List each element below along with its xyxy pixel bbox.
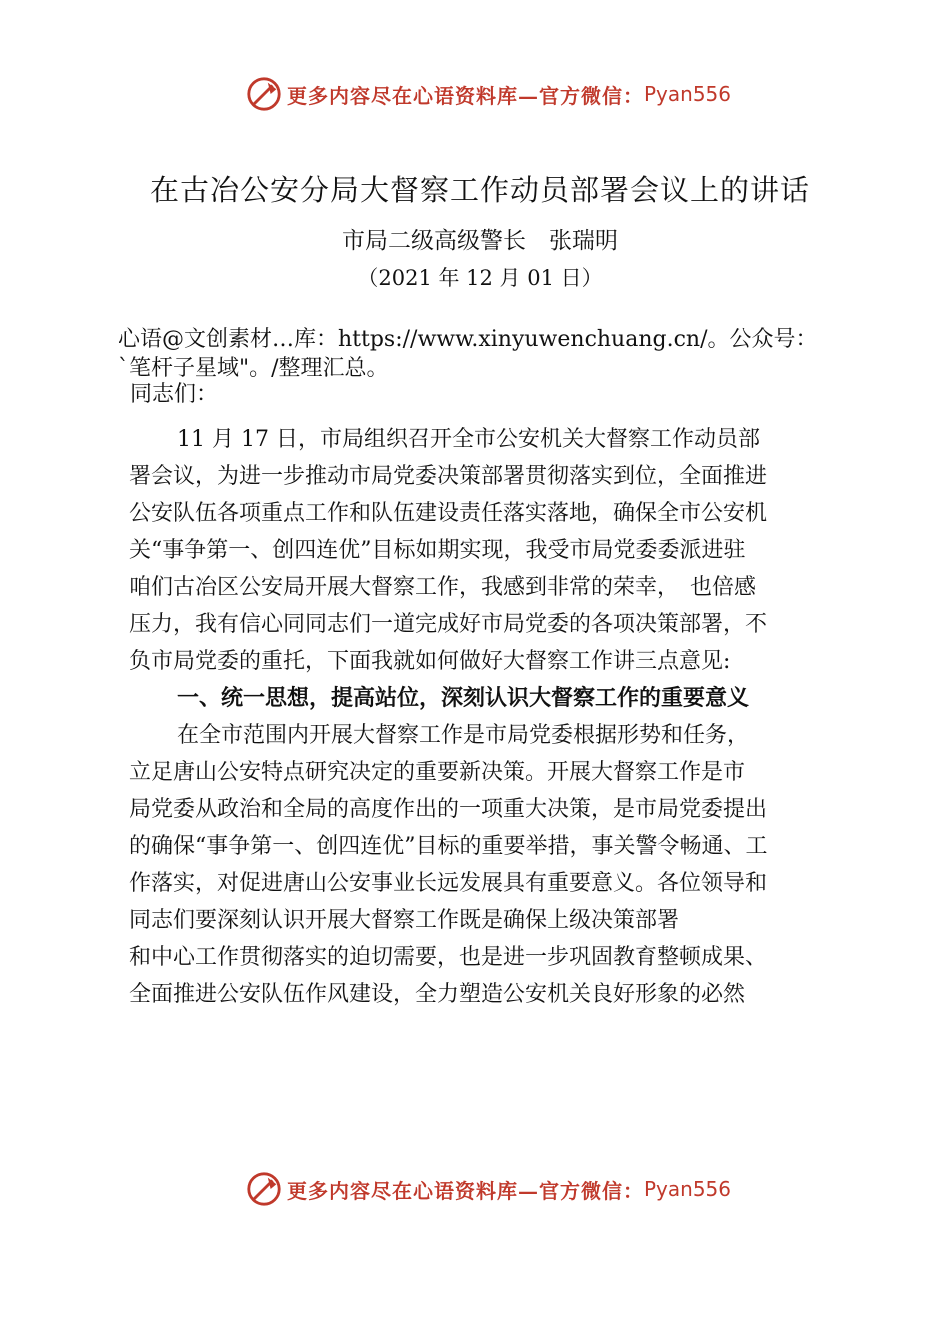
header-watermark-banner (245, 74, 731, 114)
brush-logo-icon (245, 1170, 283, 1208)
document-title: 在古冶公安分局大督察工作动员部署会议上的讲话 (149, 173, 810, 207)
body-line: 作落实，对促进唐山公安事业长远发展具有重要意义。各位领导和 (129, 871, 768, 896)
source-line: 心语@文创素材…库：https://www.xinyuwenchuang.cn/。公众号： (118, 327, 818, 352)
banner-text: 更多内容尽在心语资料库—官方微信： (287, 1178, 644, 1203)
brush-logo-icon (245, 75, 283, 113)
body-line: 立足唐山公安特点研究决定的重要新决策。开展大督察工作是市 (129, 760, 746, 785)
body-line: 的确保“事争第一、创四连优”目标的重要举措，事关警令畅通、工 (129, 834, 768, 859)
banner-wechat-id: Pyan556 (644, 1177, 732, 1201)
greeting: 同志们： (130, 382, 219, 407)
source-line: `笔杆子星域"。/整理汇总。 (118, 356, 389, 381)
source-note (118, 325, 878, 383)
section-heading: 一、统一思想，提高站位，深刻认识大督察工作的重要意义 (177, 686, 750, 711)
body-line: 和中心工作贯彻落实的迫切需要，也是进一步巩固教育整顿成果、 (129, 945, 768, 970)
body-line: 署会议，为进一步推动市局党委决策部署贯彻落实到位，全面推进 (129, 464, 768, 489)
body-line: 负市局党委的重托，下面我就如何做好大督察工作讲三点意见: (129, 649, 731, 674)
body-line: 压力，我有信心同同志们一道完成好市局党委的各项决策部署，不 (129, 612, 768, 637)
banner-text: 更多内容尽在心语资料库—官方微信： (287, 83, 644, 108)
body-line: 局党委从政治和全局的高度作出的一项重大决策，是市局党委提出 (129, 797, 768, 822)
document-date: （2021 年 12 月 01 日） (357, 266, 603, 290)
footer-watermark-banner (245, 1169, 731, 1209)
body-line: 公安队伍各项重点工作和队伍建设责任落实落地，确保全市公安机 (129, 501, 768, 526)
body-line: 全面推进公安队伍作风建设，全力塑造公安机关良好形象的必然 (129, 982, 746, 1007)
body-line: 关“事争第一、创四连优”目标如期实现，我受市局党委委派进驻 (129, 538, 746, 563)
document-author: 市局二级高级警长 张瑞明 (342, 228, 618, 254)
body-line: 在全市范围内开展大督察工作是市局党委根据形势和任务， (177, 723, 750, 748)
speech-body (129, 421, 849, 1013)
body-line: 同志们要深刻认识开展大督察工作既是确保上级决策部署 (129, 908, 680, 933)
body-line: 咱们古冶区公安局开展大督察工作，我感到非常的荣幸， 也倍感 (129, 575, 757, 600)
banner-wechat-id: Pyan556 (644, 82, 732, 106)
body-line: 11 月 17 日，市局组织召开全市公安机关大督察工作动员部 (177, 427, 760, 452)
